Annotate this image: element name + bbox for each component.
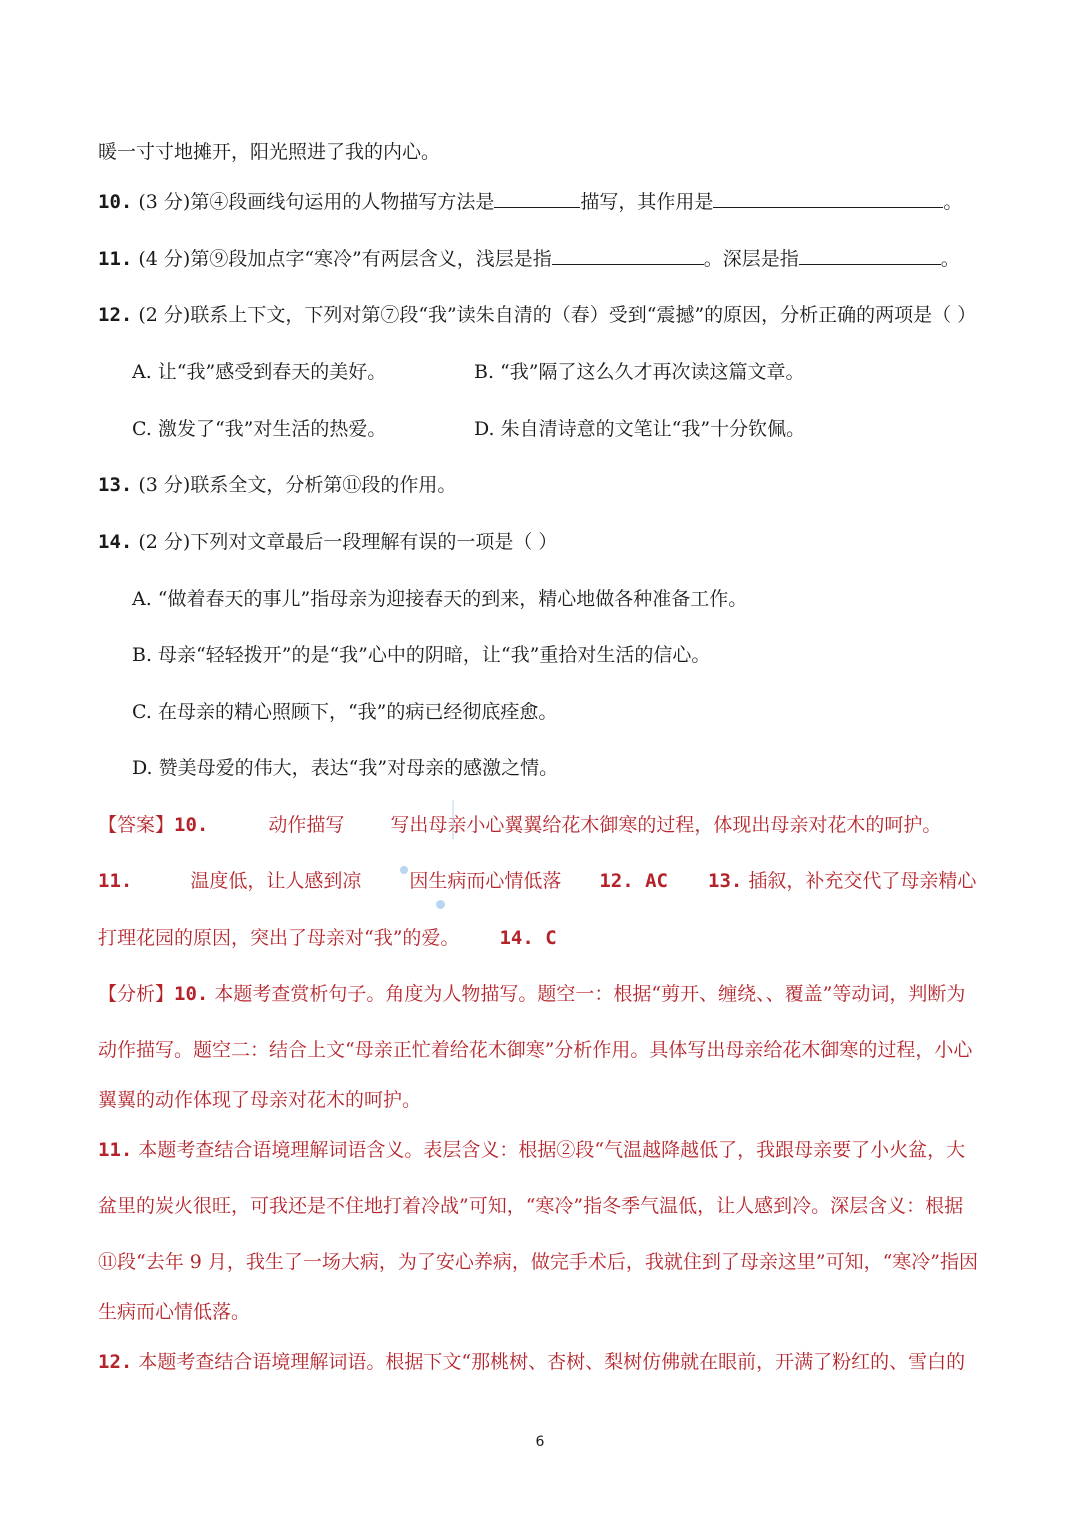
scan-speck <box>436 900 445 909</box>
answer-label: 【答案】 <box>98 814 175 836</box>
analysis-11-line-3: ⑪段“去年 9 月，我生了一场大病，为了安心养病，做完手术后，我就住到了母亲这里”可知，“寒冷”指因 <box>98 1251 979 1273</box>
answer-line-2: 11. 温度低，让人感到凉 因生病而心情低落 12. AC 13. 插叙，补充交代了母亲精心 <box>98 870 977 892</box>
q12-options-row-1 <box>132 359 804 385</box>
q12-option-b[interactable]: B. “我”隔了这么久才再次读这篇文章。 <box>474 361 805 383</box>
analysis-10-line-1: 【分析】10. 本题考查赏析句子。角度为人物描写。题空一：根据“剪开、缠绕、、覆盖”等动词，判断为 <box>98 983 966 1005</box>
scan-speck <box>400 866 408 874</box>
answer-line-3 <box>98 925 557 951</box>
q10-number: 10. <box>98 191 133 213</box>
analysis-11-line-4: 生病而心情低落。 <box>98 1301 251 1323</box>
question-10: 10. (3 分)第④段画线句运用的人物描写方法是 描写，其作用是 。 <box>98 191 963 213</box>
analysis-10-line-3: 翼翼的动作体现了母亲对花木的呵护。 <box>98 1089 422 1111</box>
q10-blank-1[interactable] <box>494 189 580 208</box>
q10-blank-2[interactable] <box>713 189 943 208</box>
answer-10-part-1: 动作描写 <box>268 814 345 836</box>
answer-line-1: 【答案】10. 动作描写 写出母亲小心翼翼给花木御寒的过程，体现出母亲对花木的呵护。 <box>98 814 942 836</box>
analysis-11-line-1: 11. 本题考查结合语境理解词语含义。表层含义：根据②段“气温越降越低了，我跟母亲要了小火盆，大 <box>98 1139 966 1161</box>
q14-option-c[interactable]: C. 在母亲的精心照顾下，“我”的病已经彻底痊愈。 <box>132 701 558 723</box>
answer-12: 12. AC <box>599 870 668 892</box>
q14-number: 14. <box>98 531 133 553</box>
page-number: 6 <box>535 1434 545 1450</box>
q12-option-d[interactable]: D. 朱自清诗意的文笔让“我”十分钦佩。 <box>474 418 806 440</box>
answer-11-part-2: 因生病而心情低落 <box>409 870 562 892</box>
question-11: 11. (4 分)第⑨段加点字“寒冷”有两层含义，浅层是指 。深层是指 。 <box>98 248 960 270</box>
q12-number: 12. <box>98 304 133 326</box>
analysis-12-line-1: 12. 本题考查结合语境理解词语。根据下文“那桃树、杏树、梨树仿佛就在眼前，开满了粉红的、雪白的 <box>98 1351 966 1373</box>
answer-13-part-1: 插叙，补充交代了母亲精心 <box>748 870 977 892</box>
q12-option-a[interactable]: A. 让“我”感受到春天的美好。 <box>132 361 387 383</box>
analysis-10-line-2: 动作描写。题空二：结合上文“母亲正忙着给花木御寒”分析作用。具体写出母亲给花木御寒的过程，小心 <box>98 1039 973 1061</box>
question-14: 14. (2 分)下列对文章最后一段理解有误的一项是（ ） <box>98 531 558 553</box>
q12-options-row-2 <box>132 416 805 442</box>
q12-option-c[interactable]: C. 激发了“我”对生活的热爱。 <box>132 418 387 440</box>
q11-blank-1[interactable] <box>552 246 704 265</box>
q14-option-d[interactable]: D. 赞美母爱的伟大，表达“我”对母亲的感激之情。 <box>132 757 559 779</box>
intro-line: 暖一寸寸地摊开，阳光照进了我的内心。 <box>98 141 441 163</box>
q14-option-b[interactable]: B. 母亲“轻轻拨开”的是“我”心中的阴暗，让“我”重拾对生活的信心。 <box>132 644 711 666</box>
q14-option-a[interactable]: A. “做着春天的事儿”指母亲为迎接春天的到来，精心地做各种准备工作。 <box>132 588 748 610</box>
answer-10-part-2: 写出母亲小心翼翼给花木御寒的过程，体现出母亲对花木的呵护。 <box>390 814 942 836</box>
question-12: 12. (2 分)联系上下文，下列对第⑦段“我”读朱自清的（春）受到“震撼”的原因，分析正确的两项是（ ） <box>98 304 977 326</box>
q13-number: 13. <box>98 474 133 496</box>
q11-blank-2[interactable] <box>799 246 941 265</box>
analysis-11-line-2: 盆里的炭火很旺，可我还是不住地打着冷战”可知，“寒冷”指冬季气温低，让人感到冷。深层含义：根据 <box>98 1195 964 1217</box>
analysis-label: 【分析】 <box>98 983 175 1005</box>
answer-11-part-1: 温度低，让人感到凉 <box>190 870 362 892</box>
question-13: 13. (3 分)联系全文，分析第⑪段的作用。 <box>98 474 457 496</box>
scan-speck <box>452 800 454 840</box>
answer-13-part-2: 打理花园的原因，突出了母亲对“我”的爱。 <box>98 927 460 949</box>
q11-number: 11. <box>98 248 133 270</box>
answer-14: 14. C <box>499 927 557 949</box>
